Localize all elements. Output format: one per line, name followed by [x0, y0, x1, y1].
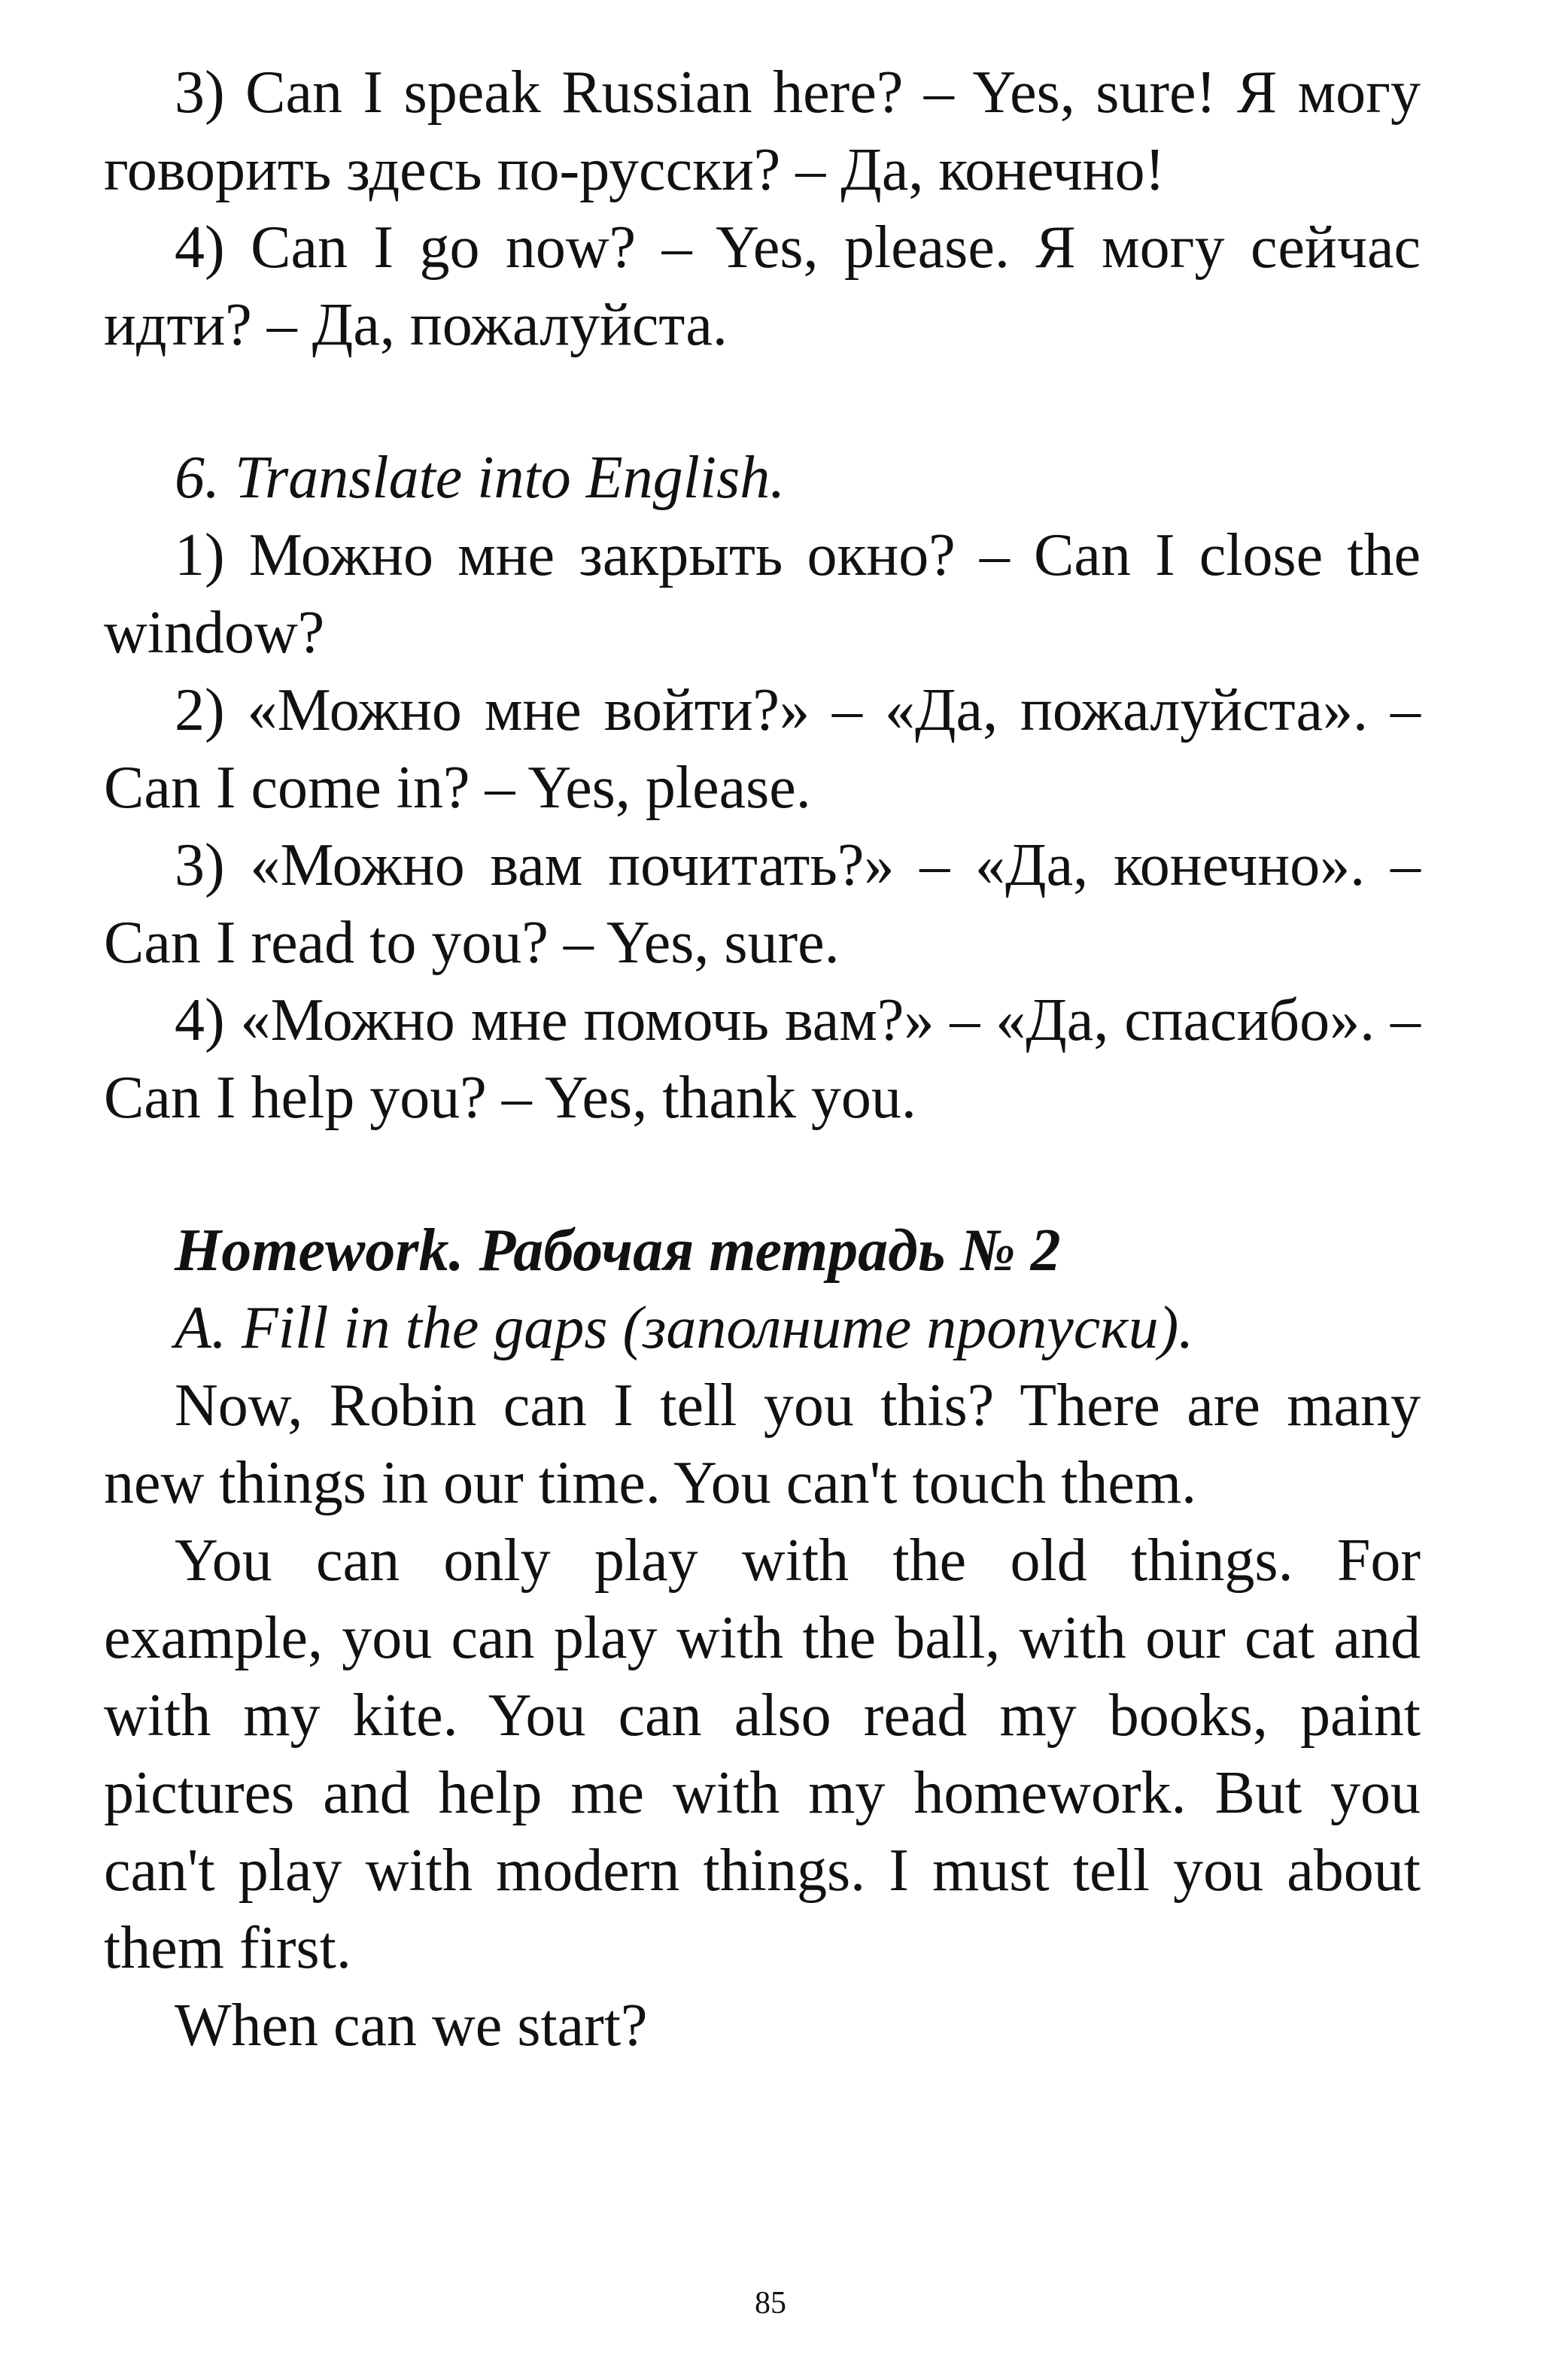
- story-paragraph-3: When can we start?: [175, 1992, 648, 2059]
- exercise-6-heading: 6. Translate into English.: [175, 445, 786, 511]
- translation-3-read-to-you: 3) «Можно вам почитать?» – «Да, конечно». – Can I read to you? – Yes, sure.: [104, 832, 1421, 976]
- translation-2-come-in: 2) «Можно мне войти?» – «Да, пожалуйста». – Can I come in? – Yes, please.: [104, 677, 1421, 821]
- exercise-a-heading: A. Fill in the gaps (заполните пропуски).: [175, 1295, 1194, 1361]
- page-number: 85: [755, 2286, 786, 2321]
- answer-3-speak-russian: 3) Can I speak Russian here? – Yes, sure! Я могу говорить здесь по-русски? – Да, конечно!: [104, 59, 1421, 203]
- translation-1-close-window: 1) Можно мне закрыть окно? – Can I close the window?: [104, 522, 1421, 666]
- homework-heading: Homework. Рабочая тетрадь № 2: [175, 1217, 1061, 1284]
- story-paragraph-2: You can only play with the old things. For example, you can play with the ball, with our cat and with my kite. You can also read my books, paint pictures and help me with my homework. But you can't play with modern things. I must tell you about them first.: [104, 1527, 1421, 1981]
- answer-4-go-now: 4) Can I go now? – Yes, please. Я могу сейчас идти? – Да, пожалуйста.: [104, 214, 1421, 358]
- document-page: [104, 54, 1421, 2065]
- translation-4-help-you: 4) «Можно мне помочь вам?» – «Да, спасибо». – Can I help you? – Yes, thank you.: [104, 987, 1421, 1131]
- story-paragraph-1: Now, Robin can I tell you this? There are many new things in our time. You can't touch them.: [104, 1372, 1421, 1516]
